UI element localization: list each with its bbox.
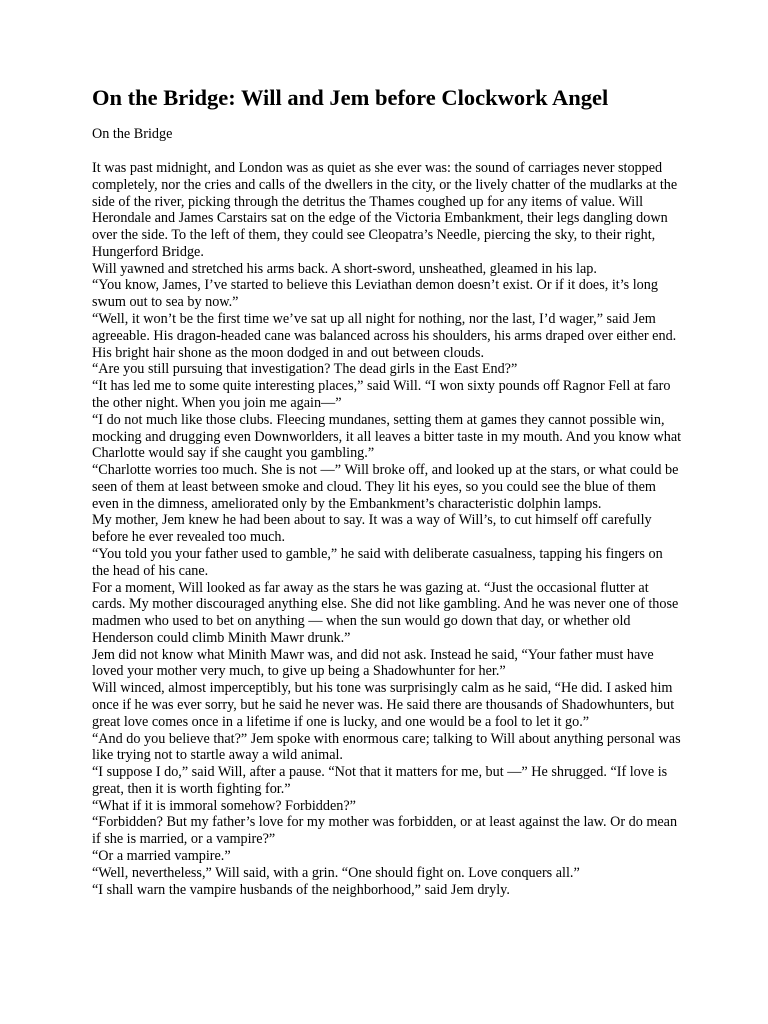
paragraph: “I suppose I do,” said Will, after a pause. “Not that it matters for me, but —” He shrugged. “If love is great, then it is worth fighting for.” — [92, 764, 668, 797]
section-subtitle: On the Bridge — [92, 126, 173, 142]
paragraph: “I do not much like those clubs. Fleecing mundanes, setting them at games they cannot possible win, mocking and drugging even Downworlders, it all leaves a bitter taste in my mouth. And you know what Charlotte would say if she caught you gambling.” — [92, 411, 682, 462]
paragraph: “Forbidden? But my father’s love for my mother was forbidden, or at least against the law. Or do mean if she is married, or a vampire?” — [92, 814, 678, 848]
paragraph: My mother, Jem knew he had been about to say. It was a way of Will’s, to cut himself off carefully before he ever revealed too much. — [92, 512, 652, 546]
paragraph: Will yawned and stretched his arms back. A short-sword, unsheathed, gleamed in his lap. — [92, 260, 597, 277]
paragraph: “What if it is immoral somehow? Forbidden?” — [92, 797, 356, 814]
paragraph: “Or a married vampire.” — [92, 848, 231, 865]
document-body — [92, 160, 682, 898]
paragraph: “It has led me to some quite interesting places,” said Will. “I won sixty pounds off Ragnor Fell at faro the other night. When you join me again—” — [92, 378, 671, 411]
paragraph: For a moment, Will looked as far away as the stars he was gazing at. “Just the occasional flutter at cards. My mother discouraged anything else. She did not like gambling. And he was never one of those madmen who used to bet on anything — when the sun would go down that day, or whether old Henderson could climb Minith Mawr drunk.” — [92, 579, 679, 646]
document-title: On the Bridge: Will and Jem before Clockwork Angel — [92, 85, 609, 110]
paragraph: “You know, James, I’ve started to believe this Leviathan demon doesn’t exist. Or if it does, it’s long swum out to sea by now.” — [92, 277, 658, 311]
paragraph: “You told you your father used to gamble,” he said with deliberate casualness, tapping his fingers on the head of his cane. — [92, 545, 663, 579]
paragraph: “Are you still pursuing that investigation? The dead girls in the East End?” — [92, 361, 518, 378]
paragraph: Will winced, almost imperceptibly, but his tone was surprisingly calm as he said, “He did. I asked him once if he was ever sorry, but he said he never was. He said there are thousands of Shadowhunters, but great love comes once in a lifetime if one is lucky, and one would be a fool to let it go.” — [92, 680, 675, 730]
paragraph: “I shall warn the vampire husbands of the neighborhood,” said Jem dryly. — [92, 881, 510, 898]
paragraph: “Well, it won’t be the first time we’ve sat up all night for nothing, nor the last, I’d wager,” said Jem agreeable. His dragon-headed cane was balanced across his shoulders, his arms draped over either end. His bright hair shone as the moon dodged in and out between clouds. — [92, 311, 677, 361]
paragraph: “And do you believe that?” Jem spoke with enormous care; talking to Will about anything personal was like trying not to startle away a wild animal. — [92, 730, 681, 764]
paragraph: “Well, nevertheless,” Will said, with a grin. “One should fight on. Love conquers all.” — [92, 864, 580, 881]
paragraph: “Charlotte worries too much. She is not —” Will broke off, and looked up at the stars, or what could be seen of them at least between smoke and cloud. They lit his eyes, so you could see the blue of them even in the dimness, ameliorated only by the Embankment’s characteristic dolphin lamps. — [92, 462, 679, 512]
paragraph: Jem did not know what Minith Mawr was, and did not ask. Instead he said, “Your father must have loved your mother very much, to give up being a Shadowhunter for her.” — [92, 646, 654, 680]
document-page — [92, 84, 682, 898]
paragraph: It was past midnight, and London was as quiet as she ever was: the sound of carriages never stopped completely, nor the cries and calls of the dwellers in the city, or the lively chatter of the mudlarks at the side of the river, picking through the detritus the Thames coughed up for any items of value. Will Herondale and James Carstairs sat on the edge of the Victoria Embankment, their legs dangling down over the side. To the left of them, they could see Cleopatra’s Needle, piercing the sky, to their right, Hungerford Bridge. — [92, 160, 678, 260]
